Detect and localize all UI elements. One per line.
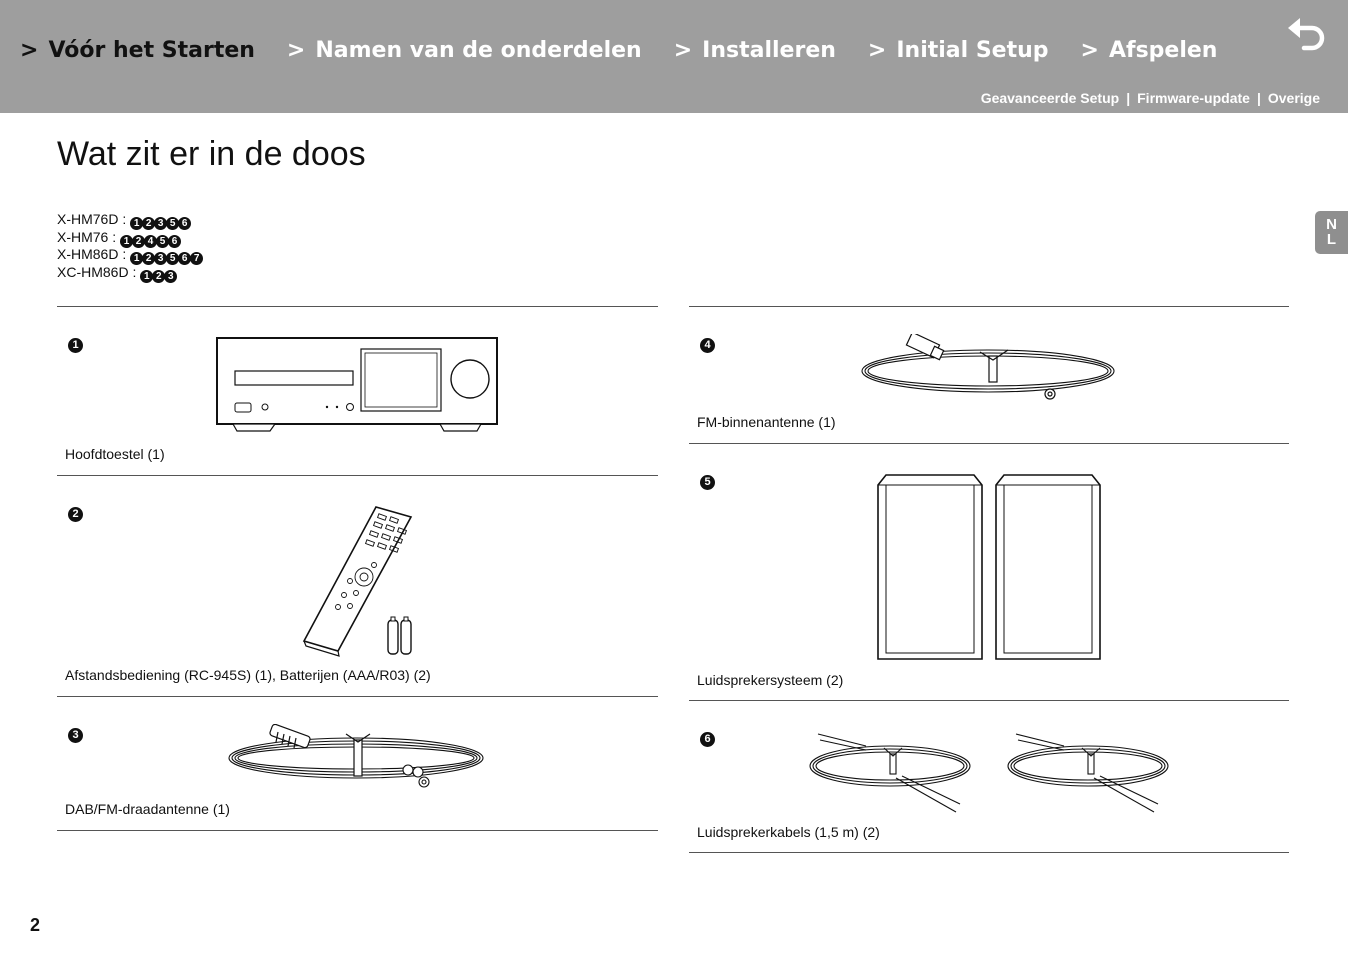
item-6-number: 6 [700,732,715,747]
item-number-badge: 5 [156,235,169,248]
divider [689,852,1289,853]
item-4-number: 4 [700,338,715,353]
page-number: 2 [30,915,41,935]
nav-item-label: Namen van de onderdelen [315,38,642,63]
item-number-badge: 1 [130,252,143,265]
language-tab[interactable] [1315,211,1348,254]
speaker-cable-illustration [1004,728,1172,818]
link-firmware-update[interactable]: Firmware-update [1137,90,1250,106]
divider [57,830,658,831]
separator: | [1256,90,1261,106]
chevron-right-icon: > [20,38,39,63]
dab-fm-antenna-illustration [226,724,491,792]
divider [689,306,1289,307]
item-number-badge: 3 [154,252,167,265]
nav-item-voor-het-starten[interactable] [20,38,255,63]
item-1-number: 1 [68,338,83,353]
language-letter: N [1326,216,1337,233]
nav-item-initial-setup[interactable] [868,38,1049,63]
item-number-badge: 7 [190,252,203,265]
item-number-badge: 1 [140,270,153,283]
top-navigation-bar [0,0,1348,113]
item-number-badge: 2 [132,235,145,248]
item-5-number: 5 [700,475,715,490]
divider [689,700,1289,701]
item-2-caption: Afstandsbediening (RC-945S) (1), Batterijen (AAA/R03) (2) [65,667,431,683]
item-3-number: 3 [68,728,83,743]
back-button[interactable] [1284,14,1328,52]
item-2-number: 2 [68,507,83,522]
main-nav [20,38,1249,63]
secondary-links [981,90,1320,106]
model-row-x-hm76 [57,229,202,247]
main-unit-illustration [215,336,500,436]
item-5-caption: Luidsprekersysteem (2) [697,672,844,688]
link-overige[interactable]: Overige [1267,90,1320,106]
item-3-caption: DAB/FM-draadantenne (1) [65,801,230,817]
item-number-badge: 1 [120,235,133,248]
separator: | [1126,90,1131,106]
divider [57,475,658,476]
model-contents-list [57,211,202,281]
model-name: X-HM76D : [57,211,127,227]
link-geavanceerde-setup[interactable]: Geavanceerde Setup [980,90,1120,106]
batteries-illustration [385,616,415,656]
divider [57,306,658,307]
item-number-badge: 4 [144,235,157,248]
item-6-caption: Luidsprekerkabels (1,5 m) (2) [697,824,880,840]
speaker-system-illustration [876,473,1104,663]
speaker-cable-illustration [806,728,974,818]
fm-indoor-antenna-illustration [858,334,1120,402]
model-row-xc-hm86d [57,264,202,282]
language-letter: L [1326,231,1337,248]
model-name: XC-HM86D : [57,263,137,280]
nav-item-afspelen[interactable] [1081,38,1218,63]
item-number-badge: 5 [166,252,179,265]
item-number-badge: 3 [154,217,167,230]
chevron-right-icon: > [673,38,693,63]
item-number-badge: 5 [166,217,179,230]
page-title: Wat zit er in de doos [57,135,366,173]
nav-item-namen-van-de-onderdelen[interactable] [287,38,642,63]
item-number-badge: 2 [152,270,165,283]
model-name: X-HM86D : [57,246,127,262]
model-row-x-hm86d [57,246,202,264]
item-number-badge: 6 [168,235,181,248]
item-number-badge: 6 [178,217,191,230]
item-4-caption: FM-binnenantenne (1) [697,414,836,430]
divider [57,696,658,697]
divider [689,443,1289,444]
item-1-caption: Hoofdtoestel (1) [65,446,165,462]
nav-item-label: Afspelen [1108,38,1218,63]
chevron-right-icon: > [867,38,887,63]
item-number-badge: 1 [130,217,143,230]
chevron-right-icon: > [286,38,306,63]
back-arrow-icon [1284,14,1328,52]
item-number-badge: 2 [142,217,155,230]
model-name: X-HM76 : [57,228,117,245]
nav-item-label: Initial Setup [896,38,1049,63]
item-number-badge: 6 [178,252,191,265]
nav-item-installeren[interactable] [674,38,836,63]
chevron-right-icon: > [1080,38,1099,63]
nav-item-label: Installeren [702,38,836,63]
nav-item-label: Vóór het Starten [48,38,255,63]
item-number-badge: 3 [164,270,177,283]
item-number-badge: 2 [142,252,155,265]
model-row-x-hm76d [57,211,202,229]
